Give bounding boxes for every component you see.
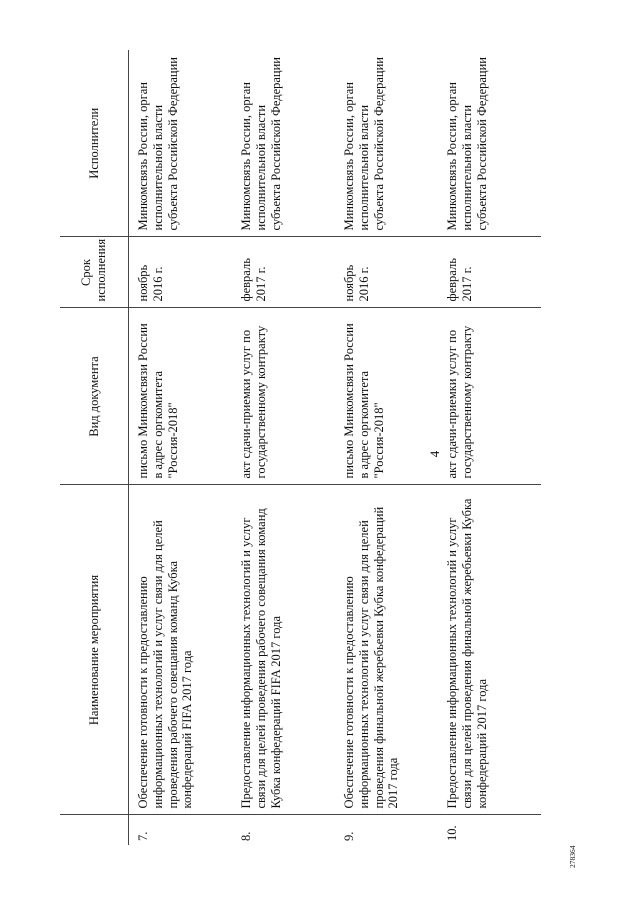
activity-name: Предоставление информационных технологий и услуг связи для целей проведения рабочего совещания команд Кубка конфедераций FIFA 2017 года xyxy=(232,485,335,815)
page-number: 4 xyxy=(427,450,442,458)
table-row xyxy=(335,50,438,845)
executors: Минкомсвязь России, орган исполнительной власти субъекта Российской Федерации xyxy=(438,50,541,237)
activity-name: Обеспечение готовности к предоставлению информационных технологий и услуг связи для целей проведения рабочего совещания команд Кубка конфедераций FIFA 2017 года xyxy=(129,485,233,815)
activity-name: Предоставление информационных технологий и услуг связи для целей проведения финальной жеребьевки Кубка конфедераций 2017 года xyxy=(438,485,541,815)
table-row xyxy=(438,50,541,845)
deadline: ноябрь 2016 г. xyxy=(335,237,438,308)
deadline: февраль 2017 г. xyxy=(438,237,541,308)
table-row xyxy=(232,50,335,845)
table-header-row xyxy=(60,50,129,845)
row-number: 7. xyxy=(136,831,150,841)
executors: Минкомсвязь России, орган исполнительной власти субъекта Российской Федерации xyxy=(335,50,438,237)
document-type: письмо Минкомсвязи России в адрес оргкомитета "Россия-2018" xyxy=(129,308,233,485)
document-type: письмо Минкомсвязи России в адрес оргкомитета "Россия-2018" xyxy=(335,308,438,485)
executors: Минкомсвязь России, орган исполнительной власти субъекта Российской Федерации xyxy=(129,50,233,237)
activities-table xyxy=(60,50,541,845)
executors: Минкомсвязь России, орган исполнительной власти субъекта Российской Федерации xyxy=(232,50,335,237)
rotated-table-container xyxy=(60,50,489,845)
activity-name: Обеспечение готовности к предоставлению информационных технологий и услуг связи для целей проведения финальной жеребьевки Кубка конфедераций 2017 года xyxy=(335,485,438,815)
deadline: февраль 2017 г. xyxy=(232,237,335,308)
row-number: 10. xyxy=(445,825,459,841)
row-number: 9. xyxy=(342,831,356,841)
header-activity-name: Наименование мероприятия xyxy=(60,485,129,815)
header-deadline: Срок исполнения xyxy=(60,237,129,308)
document-type: акт сдачи-приемки услуг по государственному контракту xyxy=(232,308,335,485)
header-executors: Исполнители xyxy=(60,50,129,237)
deadline: ноябрь 2016 г. xyxy=(129,237,233,308)
row-number: 8. xyxy=(239,831,253,841)
document-code: 278364 xyxy=(568,845,577,868)
header-number xyxy=(60,815,129,845)
table-row xyxy=(129,50,233,845)
header-document-type: Вид документа xyxy=(60,308,129,485)
document-type: акт сдачи-приемки услуг по государственному контракту xyxy=(438,308,541,485)
